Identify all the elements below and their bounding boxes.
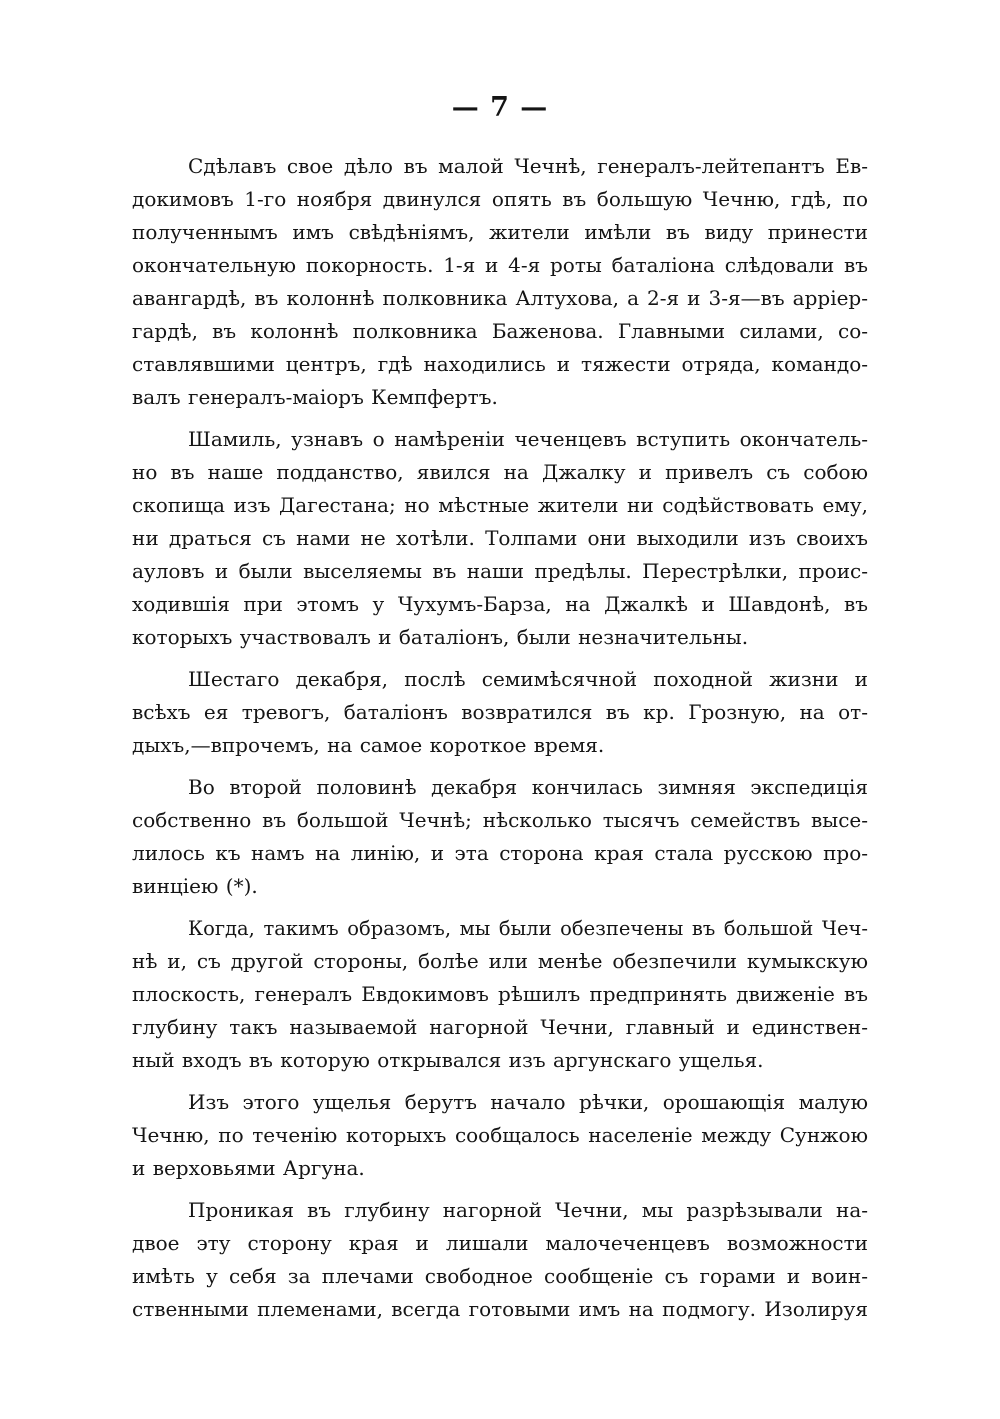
- page-number: — 7 —: [451, 92, 549, 123]
- text-line: которыхъ участвовалъ и баталіонъ, были незначительны.: [132, 625, 749, 649]
- text-line: Когда, такимъ образомъ, мы были обезпечены въ большой Чеч-: [188, 917, 868, 940]
- text-line: Проникая въ глубину нагорной Чечни, мы разрѣзывали на-: [188, 1198, 868, 1222]
- text-line: Во второй половинѣ декабря кончилась зимняя экспедиція: [188, 775, 868, 799]
- text-line: авангардѣ, въ колоннѣ полковника Алтухова, а 2-я и 3-я—въ арріер-: [132, 286, 868, 310]
- text-line: плоскость, генералъ Евдокимовъ рѣшилъ предпринять движеніе въ: [132, 982, 868, 1006]
- text-line: собственно въ большой Чечнѣ; нѣсколько тысячъ семействъ высе-: [132, 808, 868, 832]
- text-line: ауловъ и были выселяемы въ наши предѣлы. Перестрѣлки, проис-: [132, 559, 868, 583]
- text-line: глубину такъ называемой нагорной Чечни, главный и единствен-: [132, 1015, 868, 1039]
- text-line: окончательную покорность. 1-я и 4-я роты баталіона слѣдовали въ: [132, 253, 868, 277]
- text-line: винціею (*).: [132, 874, 258, 898]
- text-line: Шестаго декабря, послѣ семимѣсячной походной жизни и: [188, 667, 868, 691]
- text-line: ный входъ въ которую открывался изъ аргунскаго ущелья.: [132, 1048, 764, 1072]
- text-line: но въ наше подданство, явился на Джалку и привелъ съ собою: [132, 460, 868, 484]
- text-line: всѣхъ ея тревогъ, баталіонъ возвратился въ кр. Грозную, на от-: [132, 700, 868, 724]
- text-line: Сдѣлавъ свое дѣло въ малой Чечнѣ, генералъ-лейтепантъ Ев-: [188, 154, 868, 178]
- paragraph-4: [132, 771, 868, 903]
- paragraph-7: [132, 1194, 868, 1326]
- paragraph-1: [132, 150, 868, 414]
- body-text: [132, 150, 868, 1326]
- text-line: Чечню, по теченію которыхъ сообщалось населеніе между Сунжою: [132, 1123, 868, 1147]
- paragraph-2: [132, 423, 868, 654]
- text-line: лилось къ намъ на линію, и эта сторона края стала русскою про-: [132, 841, 868, 865]
- text-line: ставлявшими центръ, гдѣ находились и тяжести отряда, командо-: [132, 352, 868, 376]
- text-line: полученнымъ имъ свѣдѣніямъ, жители имѣли въ виду принести: [132, 220, 868, 244]
- text-line: дыхъ,—впрочемъ, на самое короткое время.: [132, 733, 605, 757]
- text-line: имѣть у себя за плечами свободное сообщеніе съ горами и воин-: [132, 1264, 868, 1288]
- paragraph-3: [132, 663, 868, 762]
- text-line: валъ генералъ-маіоръ Кемпфертъ.: [132, 385, 498, 409]
- text-line: Изъ этого ущелья берутъ начало рѣчки, орошающія малую: [188, 1090, 868, 1114]
- text-line: нѣ и, съ другой стороны, болѣе или менѣе обезпечили кумыкскую: [132, 949, 868, 973]
- text-line: ходившія при этомъ у Чухумъ-Барза, на Джалкѣ и Шавдонѣ, въ: [132, 592, 868, 616]
- text-line: докимовъ 1-го ноября двинулся опять въ большую Чечню, гдѣ, по: [132, 187, 868, 211]
- text-line: и верховьями Аргуна.: [132, 1156, 365, 1180]
- text-line: ственными племенами, всегда готовыми имъ на подмогу. Изолируя: [132, 1297, 868, 1321]
- text-line: скопища изъ Дагестана; но мѣстные жители ни содѣйствовать ему,: [132, 493, 868, 517]
- paragraph-6: [132, 1086, 868, 1185]
- text-line: ни драться съ нами не хотѣли. Толпами они выходили изъ своихъ: [132, 526, 868, 550]
- text-line: Шамиль, узнавъ о намѣреніи чеченцевъ вступить окончатель-: [188, 427, 868, 451]
- paragraph-5: [132, 912, 868, 1077]
- text-line: двое эту сторону края и лишали малочеченцевъ возможности: [132, 1231, 868, 1255]
- text-line: гардѣ, въ колоннѣ полковника Баженова. Главными силами, со-: [132, 319, 868, 343]
